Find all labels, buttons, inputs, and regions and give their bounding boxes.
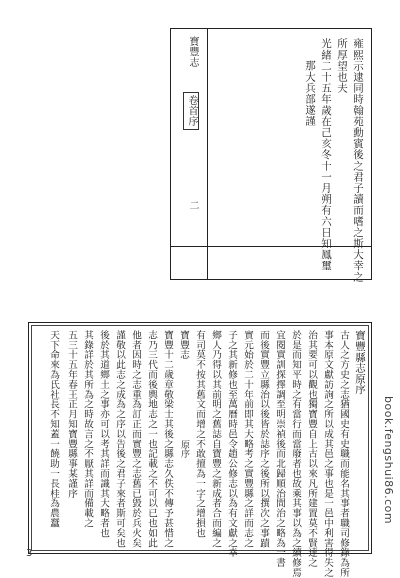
lower-text-column: 宜閱實訓探擇調至明崇禎後而北歸順治間治之略為一書 — [274, 330, 285, 568]
upper-bottom-rule — [170, 246, 372, 247]
lower-text-column: 實元始於二十年前即其大略考之實豐縣之詳而志之 — [242, 330, 253, 548]
lower-text-column: 他者因時之志重為訂正而實豐之志舊已毀於兵火矣 — [130, 330, 141, 548]
lower-folio-label: 原序 — [179, 440, 189, 459]
upper-text-column-1: 雍熙示逮同時翰苑勳賓後之君子讀而嗜之斯大幸之 — [352, 38, 364, 283]
lower-text-column: 古人之方史之志猶國史有史職而能名其事者職司修錄為所 — [338, 330, 349, 578]
lower-text-column: 寶豐十二歲章敬梁士其後之縣志久佚不傳予甚惜之 — [162, 330, 173, 548]
upper-folio-subtitle: 卷首序 — [183, 92, 199, 130]
upper-folio-number: 二 — [187, 200, 198, 211]
lower-text-column: 事本原文獻訪詢之所以成其邑之事也是一邑中利害得失之 — [322, 330, 333, 578]
watermark-url: book.fengshui86.com — [382, 396, 395, 525]
lower-text-column: 而後實豐立縣治以後皆於誌序之後所以撰次之事蹟 — [258, 330, 269, 548]
lower-text-column: 志乃三代而後輿地志之一也記載之不可以已也如此 — [146, 330, 157, 548]
upper-text-column-4: 那大兵部遂謹 — [304, 60, 316, 127]
lower-text-column: 後於其道鄉土之事亦可以考其詳而識其大略者也 — [98, 330, 109, 538]
lower-page-title: 寶豐縣志原序 — [354, 330, 366, 395]
lower-text-column: 於是而知平時之有當行而當廢者也故乘其事以為之續修焉 — [290, 330, 301, 578]
lower-text-column: 鄉人乃得以其前明之舊誌自寶豐之新成者合而編之 — [210, 330, 221, 548]
lower-text-column: 其錄詳於其所為之時故言之不厭其詳而備載之 — [82, 330, 93, 528]
lower-text-column: 治其要可以觀也獨寶豐自上古以來凡所建置莫不賢達之 — [306, 330, 317, 568]
page-number: 3 — [26, 548, 33, 559]
upper-text-column-2: 所厚望也夫 — [336, 38, 348, 94]
upper-text-column-3: 光緒二十五年歲在己亥冬十一月朔有六日知鳳璽 — [320, 38, 332, 272]
lower-text-column: 天下命來為氏社長不知蓋一饒助一長桂為農蠶 — [48, 330, 59, 528]
lower-text-column: 子之其新修也至萬曆時邑令趙公修志以為有文獻之幸 — [226, 330, 237, 558]
upper-folio-title: 寶豐志 — [187, 36, 198, 68]
lower-folio-title: 寶豐志 — [178, 330, 189, 360]
lower-text-column: 有司莫不按其舊文而增之不敢擅為一字之增損也 — [194, 330, 205, 538]
lower-text-column: 五三十五年春王正月知寶豐縣事某謹序 — [66, 330, 77, 499]
lower-text-column: 謹敬以此志之成為之序以告後之君子來者斯可矣也 — [114, 330, 125, 548]
